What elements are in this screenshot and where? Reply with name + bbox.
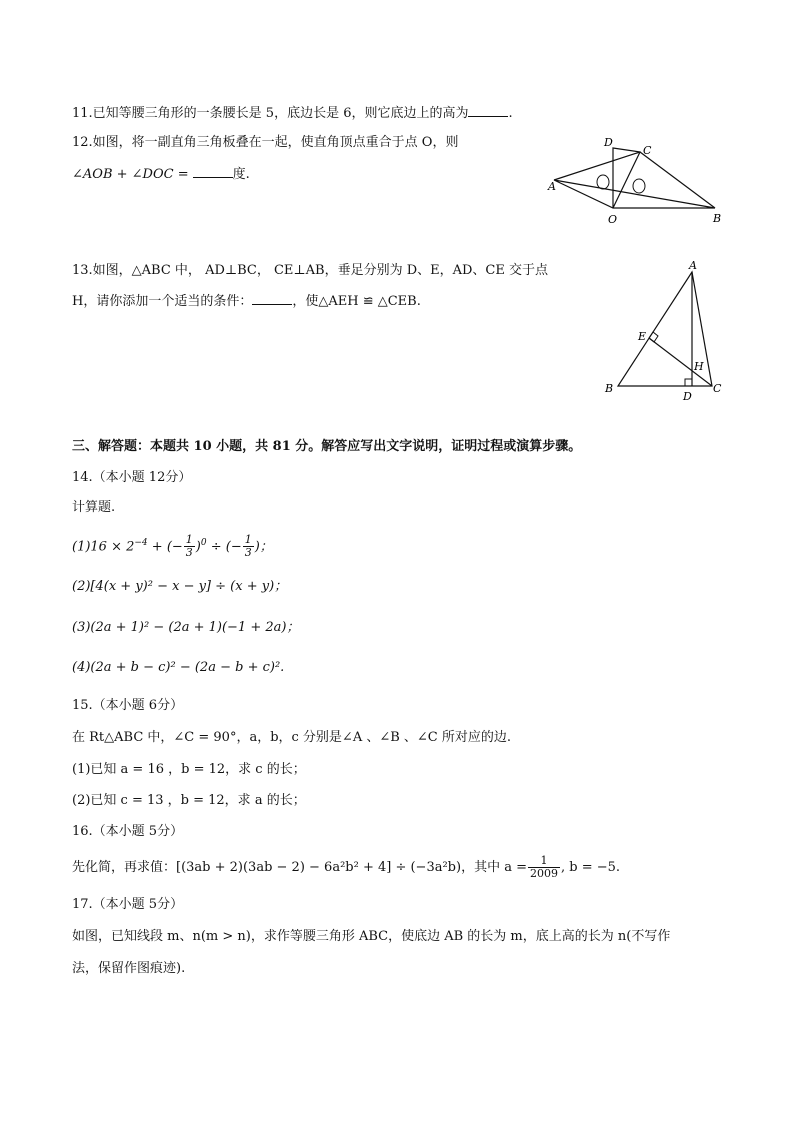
q13-line1 [72, 262, 548, 280]
q11-line [72, 104, 513, 123]
q12-label-b: B [713, 212, 722, 225]
q15-intro: 在 Rt△ABC 中，∠C = 90°，a，b，c 分别是∠A 、∠B 、∠C 所对应的边. [72, 730, 512, 745]
q17-line2: 法，保留作图痕迹). [72, 961, 186, 976]
q13-label-h: H [694, 360, 704, 373]
q13-label-e: E [638, 330, 647, 343]
q13-answer-blank [252, 292, 292, 305]
q14-part1: $(1)16 \times 2^{-4}$ + (− $\frac{1}{3}$ )$^0$ ÷ (− $\frac{1}{3}$ )； [72, 533, 273, 560]
q14-p1-fraction: $\frac{1}{3}$ [185, 533, 193, 560]
q14-intro: 计算题. [72, 500, 116, 515]
q16-fraction: $\frac{1}{2009}$ [529, 854, 558, 880]
q12-line2 [72, 165, 250, 184]
q13-label-c: C [713, 382, 722, 395]
q12-text: 12.如图，将一副直角三角板叠在一起，使直角顶点重合于点 O，则 [72, 135, 459, 150]
q14-part2: (2)[4(x + y)² − x − y] ÷ (x + y)； [72, 579, 288, 594]
q11-end: . [508, 106, 513, 121]
q16-header: 16.（本小题 5分） [72, 824, 184, 839]
q12-answer-blank [193, 165, 233, 178]
q13-text-line1: 13.如图，△ABC 中， AD⊥BC， CE⊥AB，垂足分别为 D、E，AD、CE 交于点 [72, 263, 549, 278]
q14-p1-fraction2: $\frac{1}{3}$ [244, 533, 252, 560]
q15-header: 15.（本小题 6分） [72, 698, 184, 713]
q12-triangle-aob [554, 180, 715, 208]
q12-angle-mark-left [597, 175, 609, 189]
q17-header: 17.（本小题 5分） [72, 897, 184, 912]
q13-label-b: B [605, 382, 614, 395]
q12-end: 度. [232, 167, 250, 182]
q13-text-line2b: ，使△AEH ≌ △CEB. [292, 294, 421, 309]
q14-header: 14.（本小题 12分） [72, 470, 192, 485]
section3-title: 三、解答题：本题共 10 小题，共 81 分。解答应写出文字说明，证明过程或演算步骤。 [72, 439, 582, 454]
q14-part3: (3)(2a + 1)² − (2a + 1)(−1 + 2a)； [72, 620, 300, 635]
q15-part2: (2)已知 c = 13 ，b = 12，求 a 的长； [72, 793, 306, 808]
q11-answer-blank [468, 104, 508, 117]
q12-angle-mark-right [633, 179, 645, 193]
q15-part1: (1)已知 a = 16 ，b = 12，求 c 的长； [72, 762, 306, 777]
q17-line1: 如图，已知线段 m、n(m > n)，求作等腰三角形 ABC，使底边 AB 的长为 m，底上高的长为 n(不写作 [72, 929, 671, 944]
q14-part4: (4)(2a + b − c)² − (2a − b + c)². [72, 660, 285, 675]
q12-label-d: D [604, 136, 613, 149]
q13-right-angle-d [685, 379, 692, 386]
q13-line2 [72, 292, 421, 311]
q16-body: 先化简，再求值：[(3ab + 2)(3ab − 2) − 6a²b² + 4] ÷ (−3a²b)，其中 a = $\frac{1}{2009}$ , b = −5. [72, 854, 621, 880]
q13-label-d: D [683, 390, 692, 403]
q12-label-a: A [548, 180, 556, 193]
q13-text-line2a: H，请你添加一个适当的条件： [72, 294, 253, 309]
q12-line1 [72, 134, 458, 152]
q12-figure [540, 132, 730, 228]
q12-formula: ∠AOB + ∠DOC = [72, 167, 189, 182]
q12-label-o: O [608, 213, 618, 226]
q11-text: 11.已知等腰三角形的一条腰长是 5，底边长是 6，则它底边上的高为 [72, 106, 469, 121]
q13-label-a: A [689, 259, 697, 272]
q12-label-c: C [643, 144, 652, 157]
q13-figure [596, 258, 736, 406]
